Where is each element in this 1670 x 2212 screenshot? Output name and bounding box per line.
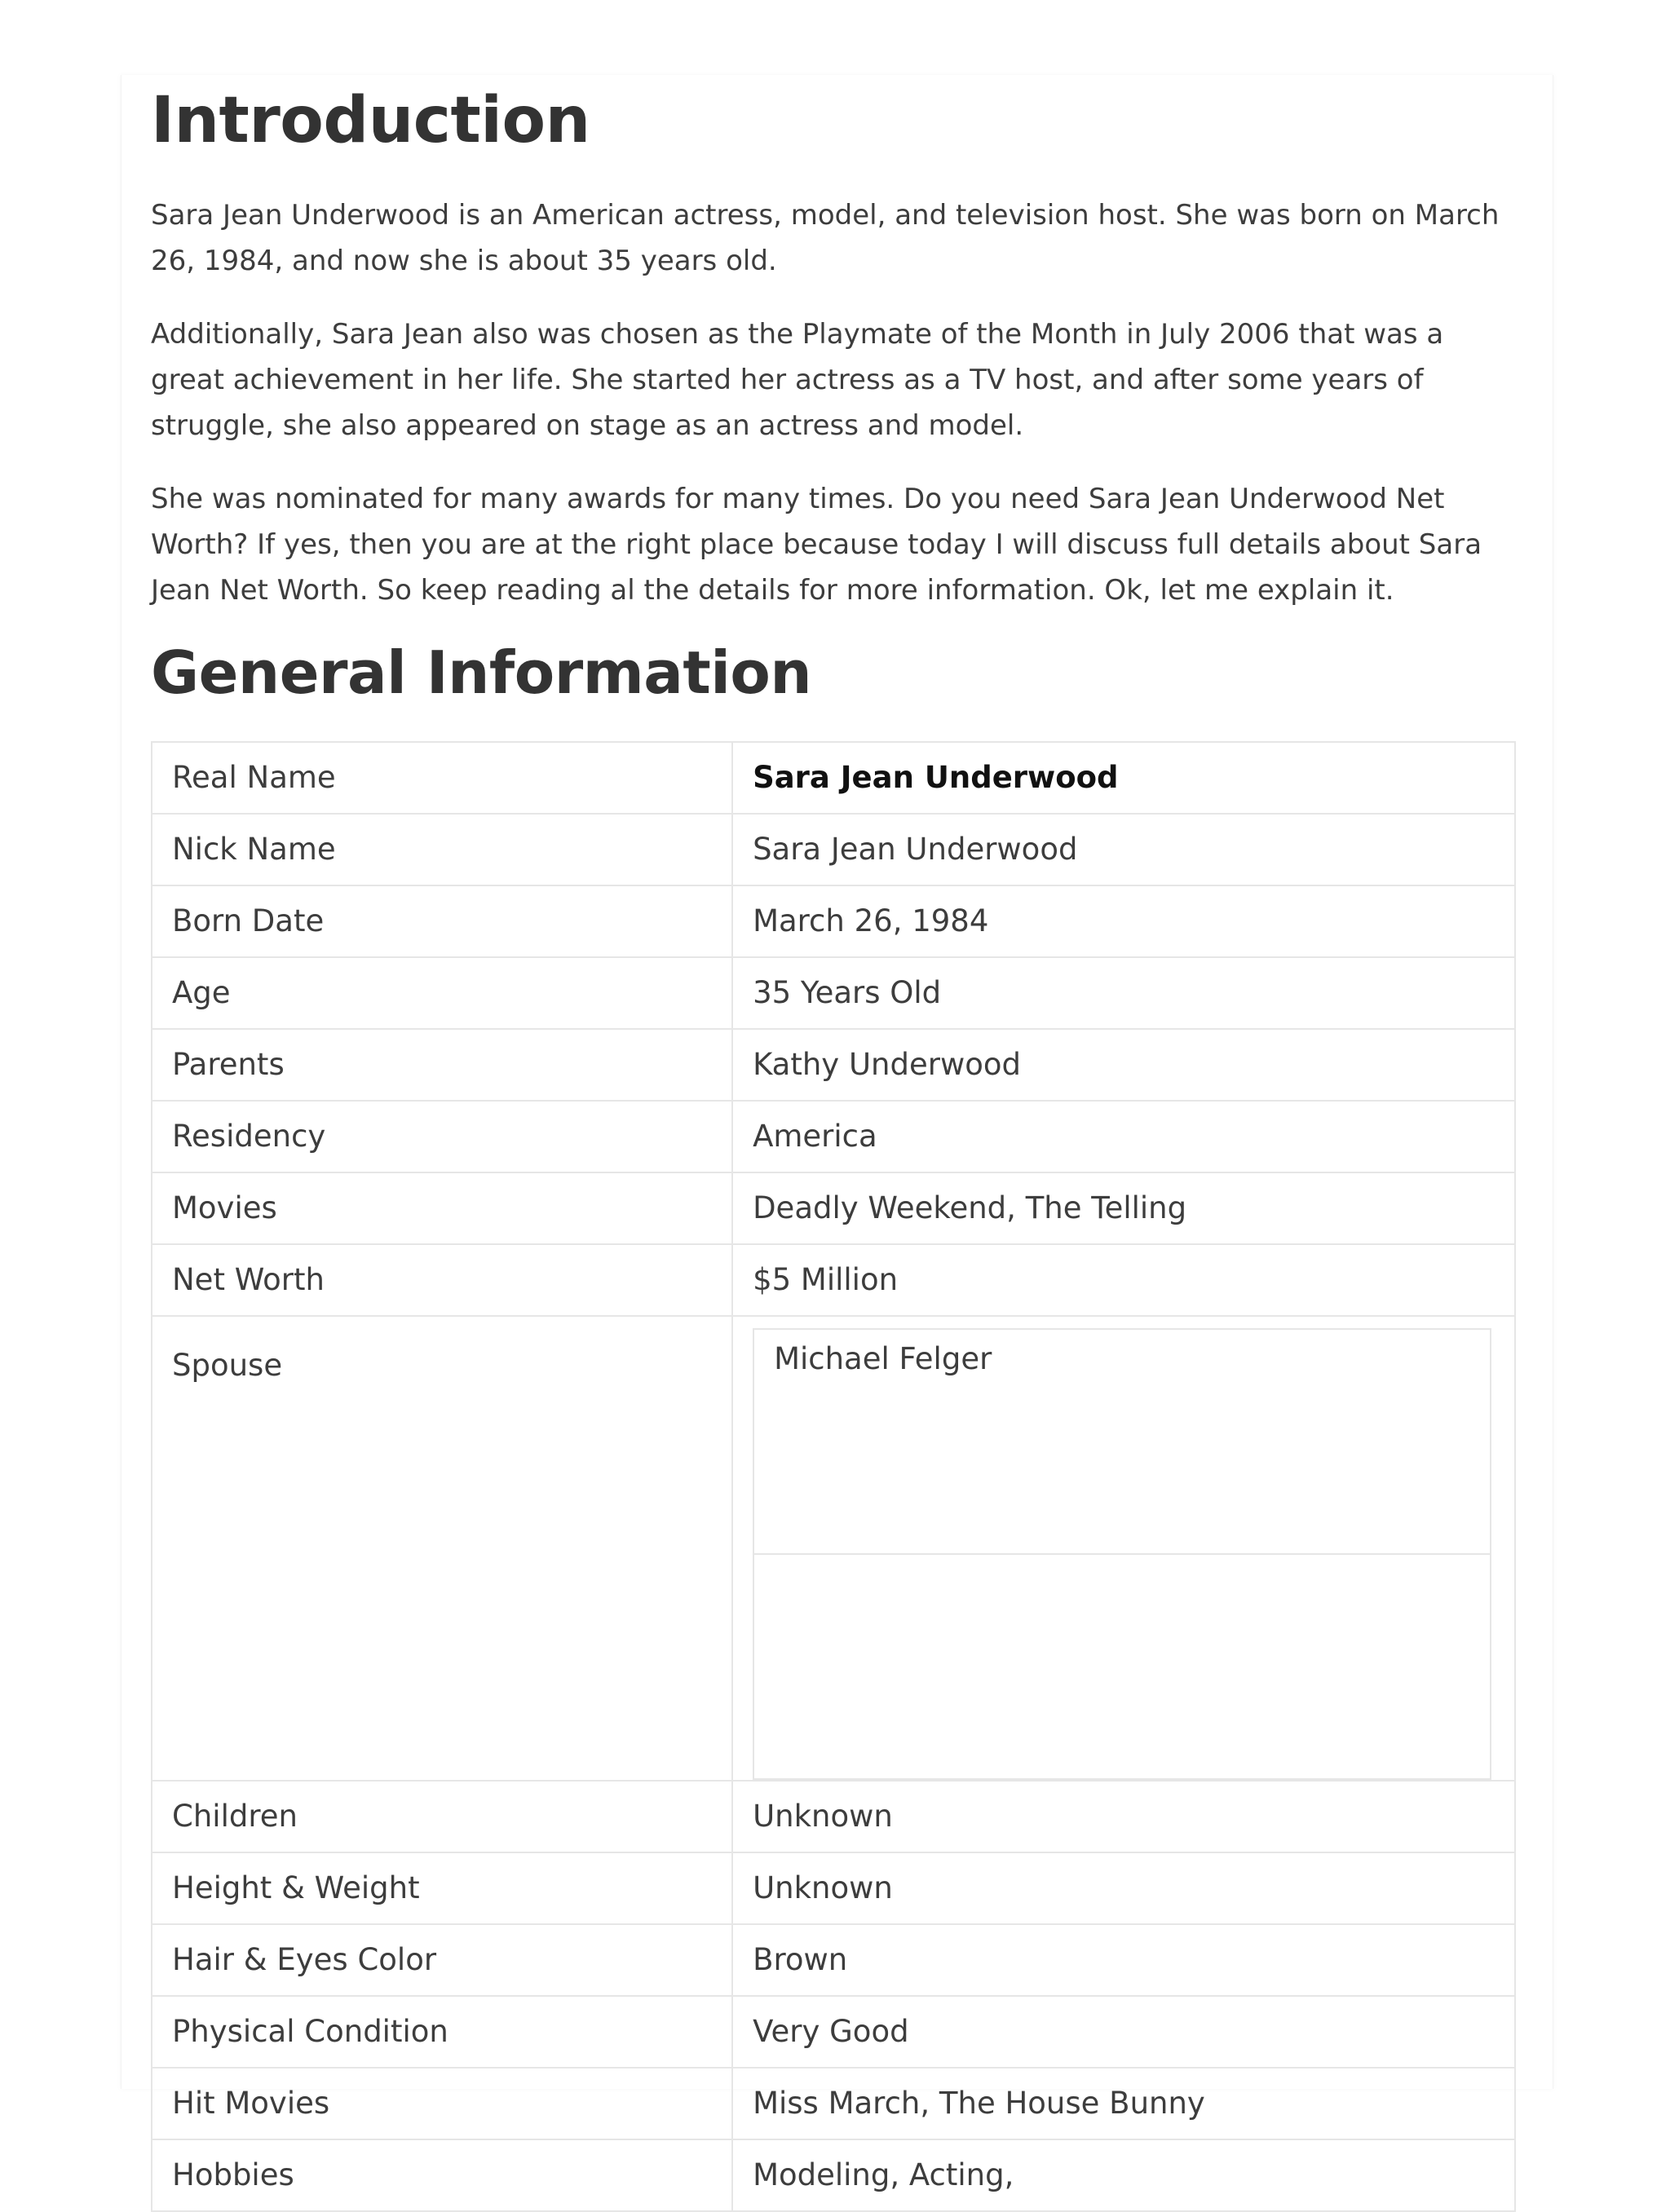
row-value: 35 Years Old	[732, 957, 1515, 1029]
table-row	[152, 1101, 1515, 1172]
row-label: Physical Condition	[152, 1996, 732, 2068]
row-label: Age	[152, 957, 732, 1029]
row-value: America	[732, 1101, 1515, 1172]
row-label: Hobbies	[152, 2139, 732, 2211]
row-label: Nick Name	[152, 814, 732, 885]
general-information-heading: General Information	[151, 638, 812, 707]
row-label: Children	[152, 1781, 732, 1852]
nested-table-row	[753, 1554, 1491, 1779]
spouse-nested-table	[753, 1328, 1491, 1780]
row-value: Sara Jean Underwood	[732, 742, 1515, 814]
nested-empty-cell	[753, 1554, 1491, 1779]
row-label: Hair & Eyes Color	[152, 1924, 732, 1996]
table-row	[152, 742, 1515, 814]
intro-paragraph: Sara Jean Underwood is an American actress, model, and television host. She was born on March 26, 1984, and now she is about 35 years old.	[151, 198, 1500, 277]
table-row	[152, 885, 1515, 957]
spouse-name: Michael Felger	[753, 1329, 1491, 1554]
table-row	[152, 1244, 1515, 1316]
table-row	[152, 814, 1515, 885]
row-label: Net Worth	[152, 1244, 732, 1316]
table-row	[152, 1996, 1515, 2068]
intro-paragraph: She was nominated for many awards for many times. Do you need Sara Jean Underwood Net Worth? If yes, then you are at the right place because today I will discuss full details about Sara Jean Net Worth. So keep reading al the details for more information. Ok, let me explain it.	[151, 482, 1482, 607]
row-label: Height & Weight	[152, 1852, 732, 1924]
table-row	[152, 1781, 1515, 1852]
row-label: Movies	[152, 1172, 732, 1244]
row-value: March 26, 1984	[732, 885, 1515, 957]
row-value-nested	[732, 1316, 1515, 1781]
table-row	[152, 2139, 1515, 2211]
row-label: Real Name	[152, 742, 732, 814]
row-label: Parents	[152, 1029, 732, 1101]
table-row	[152, 1852, 1515, 1924]
row-value: Modeling, Acting,	[732, 2139, 1515, 2211]
general-info-table	[151, 741, 1516, 2212]
row-value: Unknown	[732, 1852, 1515, 1924]
table-row	[152, 2068, 1515, 2139]
row-value: Sara Jean Underwood	[732, 814, 1515, 885]
row-value: Very Good	[732, 1996, 1515, 2068]
row-value: Deadly Weekend, The Telling	[732, 1172, 1515, 1244]
table-row	[152, 1172, 1515, 1244]
row-label: Spouse	[152, 1316, 732, 1781]
row-value: $5 Million	[732, 1244, 1515, 1316]
table-row	[152, 1316, 1515, 1781]
table-row	[152, 1924, 1515, 1996]
row-value: Kathy Underwood	[732, 1029, 1515, 1101]
nested-table-row	[753, 1329, 1491, 1554]
row-value: Unknown	[732, 1781, 1515, 1852]
row-label: Born Date	[152, 885, 732, 957]
table-row	[152, 957, 1515, 1029]
table-row	[152, 1029, 1515, 1101]
article-content	[151, 75, 1516, 2212]
introduction-heading: Introduction	[151, 84, 590, 157]
row-label: Hit Movies	[152, 2068, 732, 2139]
row-label: Residency	[152, 1101, 732, 1172]
intro-paragraph: Additionally, Sara Jean also was chosen as the Playmate of the Month in July 2006 that was a great achievement in her life. She started her actress as a TV host, and after some years of struggle, she also appeared on stage as an actress and model.	[151, 317, 1444, 442]
article-container	[121, 75, 1553, 2193]
row-value: Brown	[732, 1924, 1515, 1996]
row-value: Miss March, The House Bunny	[732, 2068, 1515, 2139]
